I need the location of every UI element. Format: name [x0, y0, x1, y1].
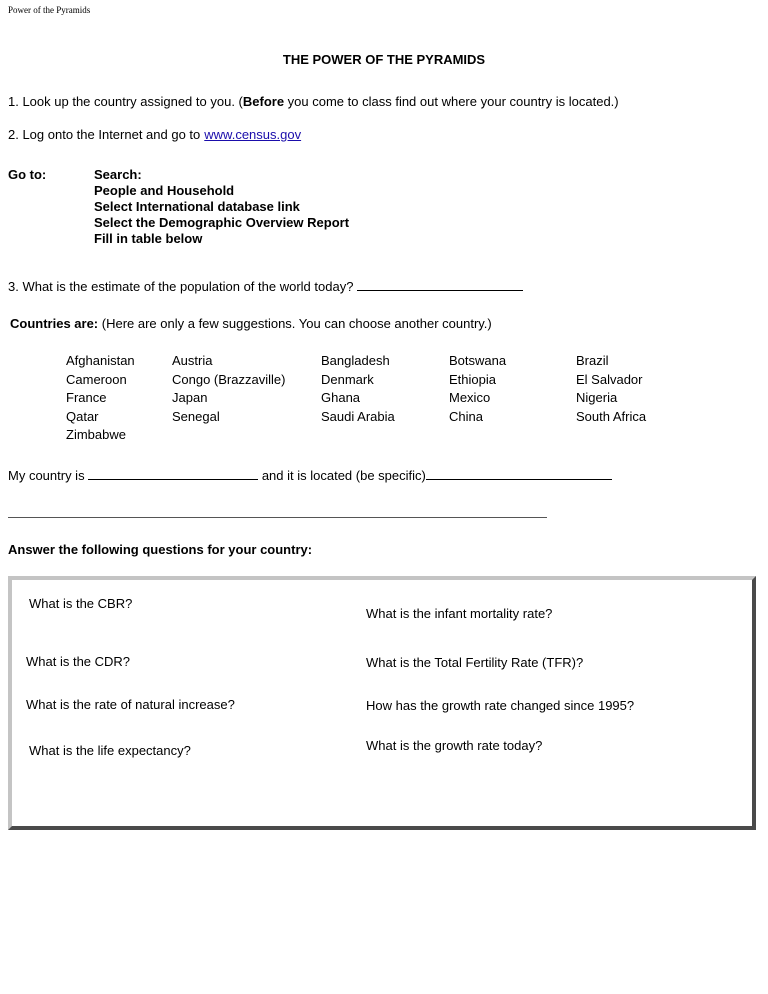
census-link[interactable]: www.census.gov [204, 127, 302, 142]
question-natural-increase: What is the rate of natural increase? [26, 697, 235, 712]
country-item: France [66, 390, 107, 405]
step-2-text: 2. Log onto the Internet and go to [8, 127, 201, 142]
country-item: South Africa [576, 408, 647, 424]
country-column [172, 352, 285, 426]
step-3-text: 3. What is the estimate of the population of the world today? [8, 279, 354, 294]
answer-heading: Answer the following questions for your country: [8, 542, 313, 557]
goto-step: Select the Demographic Overview Report [94, 215, 350, 230]
question-growth-change: How has the growth rate changed since 1995? [366, 698, 635, 713]
location-blank[interactable] [426, 468, 612, 480]
country-item: Cameroon [66, 371, 127, 387]
country-item: Ethiopia [449, 371, 496, 387]
country-item: Japan [172, 390, 208, 405]
country-item: China [449, 408, 483, 424]
my-country-blank[interactable] [88, 468, 258, 480]
location-continuation-line[interactable] [8, 517, 547, 518]
country-item: El Salvador [576, 371, 643, 387]
country-item: Congo (Brazzaville) [172, 371, 286, 387]
countries-intro [10, 316, 492, 331]
country-item: Nigeria [576, 390, 618, 405]
country-item: Mexico [449, 390, 491, 405]
country-item: Brazil [576, 353, 609, 368]
step-3 [8, 279, 523, 294]
goto-step: Fill in table below [94, 231, 203, 246]
goto-label: Go to: [8, 167, 47, 182]
country-column [321, 352, 395, 426]
step-1-prefix: 1. Look up the country assigned to you. ( [8, 94, 243, 109]
country-item: Denmark [321, 371, 374, 387]
question-infant-mortality: What is the infant mortality rate? [366, 606, 553, 621]
step-1-bold: Before [242, 94, 285, 109]
question-cdr: What is the CDR? [26, 654, 131, 669]
goto-steps [94, 167, 349, 247]
country-column [576, 352, 646, 426]
goto-step: Search: [94, 167, 142, 182]
question-cbr: What is the CBR? [29, 596, 133, 611]
country-item: Ghana [321, 390, 361, 405]
my-country-prefix: My country is [8, 468, 85, 483]
country-item: Saudi Arabia [321, 408, 395, 424]
my-country-line [8, 468, 612, 483]
page-title: THE POWER OF THE PYRAMIDS [282, 52, 486, 67]
question-growth-today: What is the growth rate today? [366, 738, 543, 753]
running-header: Power of the Pyramids [8, 5, 91, 15]
goto-step: Select International database link [94, 199, 300, 214]
question-life-expectancy: What is the life expectancy? [29, 743, 191, 758]
my-country-middle: and it is located (be specific) [261, 468, 426, 483]
step-2 [8, 127, 301, 142]
country-item: Bangladesh [321, 353, 390, 368]
country-item: Botswana [449, 353, 507, 368]
country-item: Austria [172, 353, 213, 368]
world-population-blank[interactable] [357, 279, 523, 291]
step-1-suffix: you come to class find out where your country is located.) [284, 94, 619, 109]
country-item: Zimbabwe [66, 427, 126, 442]
questions-box [8, 576, 756, 830]
countries-label: Countries are: [10, 316, 99, 331]
question-tfr: What is the Total Fertility Rate (TFR)? [366, 655, 584, 670]
country-column [66, 352, 135, 445]
goto-step: People and Household [94, 183, 235, 198]
country-column [449, 352, 506, 426]
country-item: Afghanistan [66, 353, 135, 368]
countries-note: (Here are only a few suggestions. You can choose another country.) [98, 316, 492, 331]
country-item: Senegal [172, 408, 220, 424]
step-1 [8, 94, 619, 109]
country-item: Qatar [66, 408, 99, 424]
